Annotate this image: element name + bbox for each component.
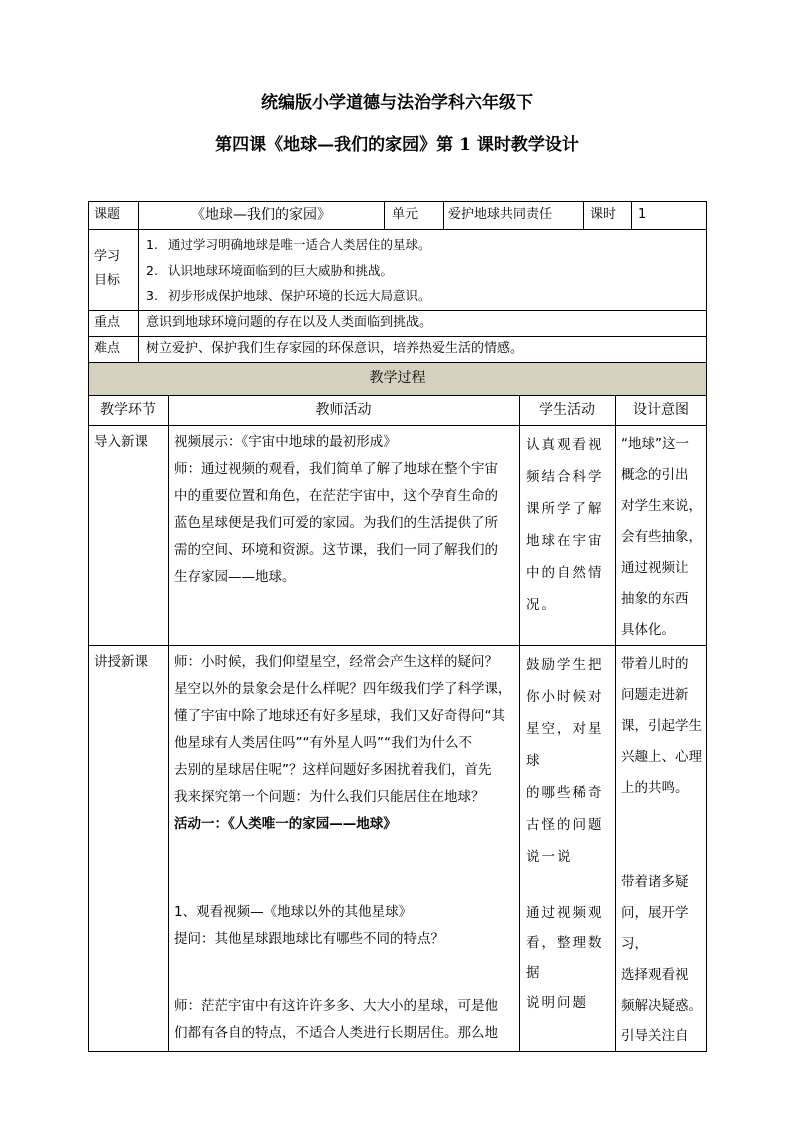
teacher-new-lesson: 师：小时候，我们仰望星空，经常会产生这样的疑问？ 星空以外的景象会是什么样呢？四年级我们学了科学课， 懂了宇宙中除了地球还有好多星球，我们又好奇得问“其 他星球有人类居住吗”“有外星人吗”“我们为什么不 去别的星球居住呢”？这样问题好多困扰着我们，首先 我来探究第一个问题：为什么我们只能居住在地球？ 活动一：《人类唯一的家园——地球》 [174,649,518,838]
stage-intro: 导入新课 [94,434,148,450]
goals-label-2: 目标 [94,273,121,288]
lesson-label: 课题 [94,207,121,222]
goal-item: 1. 通过学习明确地球是唯一适合人类居住的星球。 [146,237,431,252]
goals-list [146,232,706,309]
document-subtitle: 第四课《地球—我们的家园》第 1 课时教学设计 [215,135,579,155]
student-new-lesson-a: 鼓励学生把 你小时候对 星空，对星球 的哪些稀奇 古怪的问题 说一说 [526,657,604,865]
student-new-lesson-b: 通过视频观 看，整理数据 说明问题 [526,905,604,1011]
process-header: 教学过程 [369,370,426,386]
period-value: 1 [638,207,647,222]
unit-value: 爱护地球共同责任 [448,207,553,222]
intent-new-lesson-a: 带着儿时的 问题走进新 课，引起学生 兴趣上、心理 上的共鸣。 [621,656,702,796]
goal-item: 3. 初步形成保护地球、保护环境的长远大局意识。 [146,288,431,303]
teacher-new-lesson-b: 师：茫茫宇宙中有这许许多多、大大小的星球，可是他 们都有各自的特点，不适合人类进行长期居住。那么地 [174,998,498,1041]
intent-new-lesson-b: 带着诸多疑 问，展开学习， 选择观看视 频解决疑惑。 [621,874,702,1014]
unit-label: 单元 [392,207,419,222]
difficulty-label: 难点 [94,341,121,356]
key-label: 重点 [94,315,121,330]
teacher-sub-video: 1、观看视频—《地球以外的其他星球》 提问：其他星球跟地球比有哪些不同的特点？ [174,904,444,947]
col-teacher: 教师活动 [315,402,372,418]
student-intro: 认真观看视 频结合科学 课所学了解 地球在宇宙 中的自然情 况。 [526,437,604,613]
col-intent: 设计意图 [633,402,689,418]
activity-title: 活动一：《人类唯一的家园——地球》 [174,816,397,832]
goals-label [94,245,120,293]
teacher-intro: 视频展示：《宇宙中地球的最初形成》 师：通过视频的观看，我们简单了解了地球在整个宇宙 中的重要位置和角色，在茫茫宇宙中，这个孕育生命的 蓝色星球便是我们可爱的家园。为我们的生活提供了所 需的空间、环境和资源。这节课，我们一同了解我们的 生存家园——地球。 [174,434,498,585]
stage-new-lesson: 讲授新课 [94,654,148,670]
intent-intro: “地球”这一 概念的引出 对学生来说， 会有些抽象， 通过视频让 抽象的东西 具体化。 [621,436,702,638]
col-stage: 教学环节 [100,402,156,418]
col-student: 学生活动 [539,402,595,418]
goal-item: 2. 认识地球环境面临到的巨大威胁和挑战。 [146,262,394,278]
intent-new-lesson-c: 引导关注自 [621,1028,689,1044]
document-title: 统编版小学道德与法治学科六年级下 [261,93,533,113]
goals-label-1: 学习 [94,249,121,264]
lesson-value: 《地球—我们的家园》 [191,207,331,223]
difficulty-value: 树立爱护、保护我们生存家园的环保意识，培养热爱生活的情感。 [146,341,524,356]
period-label: 课时 [590,207,617,222]
key-value: 意识到地球环境问题的存在以及人类面临到挑战。 [146,315,433,330]
